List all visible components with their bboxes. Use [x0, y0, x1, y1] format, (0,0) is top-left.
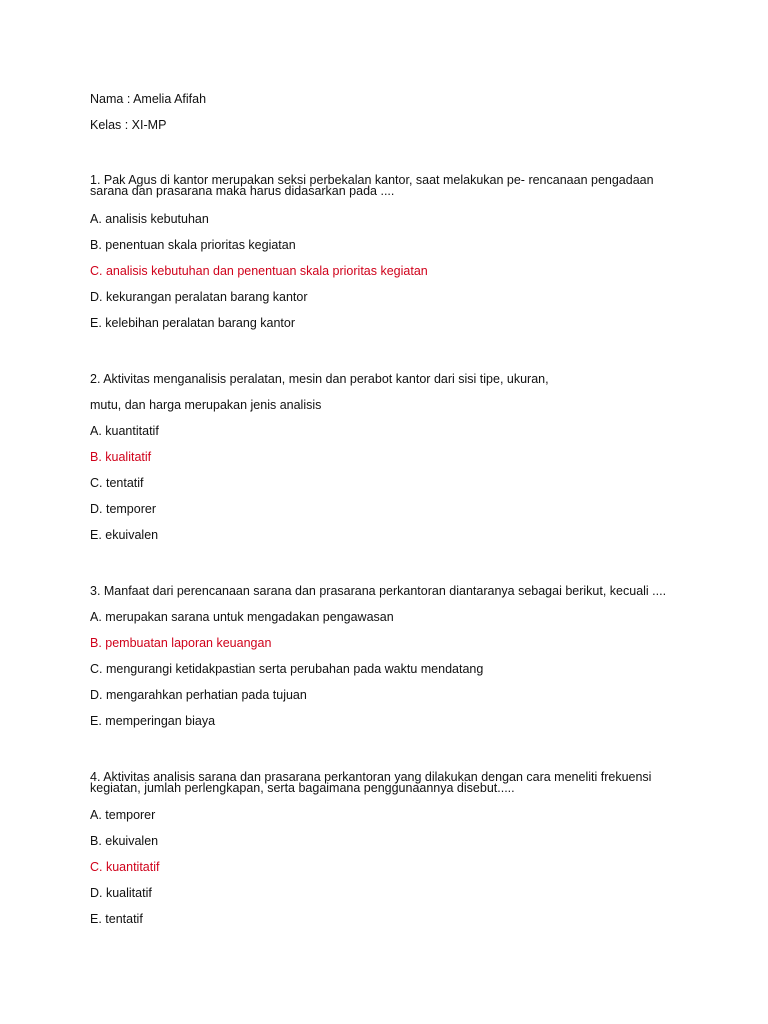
- question-1-option-c-answer: C. analisis kebutuhan dan penentuan skala prioritas kegiatan: [90, 264, 428, 278]
- question-2-option-d: D. temporer: [90, 502, 156, 516]
- student-name: Nama : Amelia Afifah: [90, 92, 207, 106]
- question-4-option-b: B. ekuivalen: [90, 834, 159, 848]
- question-2-option-e: E. ekuivalen: [90, 528, 159, 542]
- question-3-option-a: A. merupakan sarana untuk mengadakan pengawasan: [90, 610, 394, 624]
- question-4-option-d: D. kualitatif: [90, 886, 152, 900]
- question-3-option-b-answer: B. pembuatan laporan keuangan: [90, 636, 272, 650]
- question-1-option-b: B. penentuan skala prioritas kegiatan: [90, 238, 296, 252]
- question-4-text: 4. Aktivitas analisis sarana dan prasarana perkantoran yang dilakukan dengan cara meneliti frekuensi kegiatan, jumlah perlengkapan, serta bagaimana penggunaannya disebut.....: [90, 770, 652, 795]
- question-3-text: 3. Manfaat dari perencanaan sarana dan prasarana perkantoran diantaranya sebagai berikut, kecuali ....: [90, 584, 667, 598]
- question-3-option-e: E. memperingan biaya: [90, 714, 216, 728]
- question-2-option-c: C. tentatif: [90, 476, 144, 490]
- question-1-option-d: D. kekurangan peralatan barang kantor: [90, 290, 308, 304]
- question-4-option-c-answer: C. kuantitatif: [90, 860, 160, 874]
- question-2-text-line2: mutu, dan harga merupakan jenis analisis: [90, 398, 322, 412]
- question-2-option-a: A. kuantitatif: [90, 424, 159, 438]
- question-1-option-a: A. analisis kebutuhan: [90, 212, 209, 226]
- question-4-option-a: A. temporer: [90, 808, 156, 822]
- question-2-option-b-answer: B. kualitatif: [90, 450, 152, 464]
- question-3-option-d: D. mengarahkan perhatian pada tujuan: [90, 688, 307, 702]
- student-class: Kelas : XI-MP: [90, 118, 167, 132]
- question-1-option-e: E. kelebihan peralatan barang kantor: [90, 316, 296, 330]
- question-3-option-c: C. mengurangi ketidakpastian serta perubahan pada waktu mendatang: [90, 662, 484, 676]
- question-1-text: 1. Pak Agus di kantor merupakan seksi perbekalan kantor, saat melakukan pe- rencanaan pengadaan sarana dan prasarana maka harus didasarkan pada ....: [90, 173, 654, 198]
- question-2-text-line1: 2. Aktivitas menganalisis peralatan, mesin dan perabot kantor dari sisi tipe, ukuran,: [90, 372, 549, 386]
- question-4-option-e: E. tentatif: [90, 912, 143, 926]
